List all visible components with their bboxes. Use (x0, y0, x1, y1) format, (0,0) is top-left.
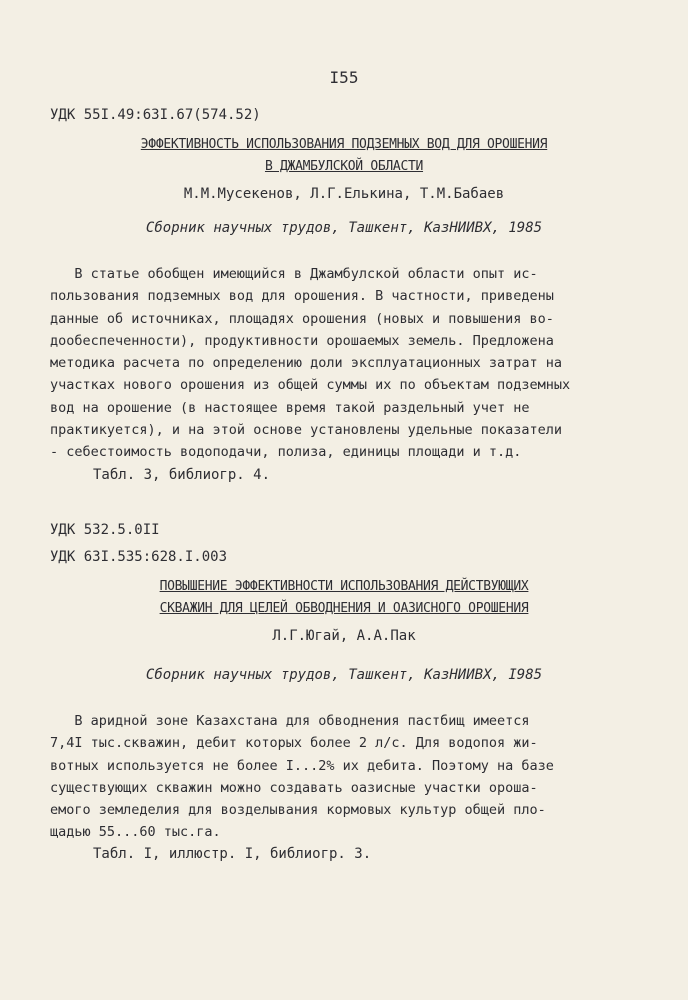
abstract-line: пользования подземных вод для орошения. В частности, приведены (50, 288, 554, 305)
page-number: I55 (329, 68, 359, 87)
abstract-line: В аридной зоне Казахстана для обводнения пастбищ имеется (50, 713, 530, 729)
abstract-line: - себестоимость водоподачи, полиза, единицы площади и т.д. (50, 444, 522, 461)
article-title (0, 576, 688, 620)
abstract-line: емого земледелия для возделывания кормовых культур общей пло- (50, 802, 546, 819)
abstract-line: существующих скважин можно создавать оазисные участки ороша- (50, 779, 538, 796)
bibliography-note: Табл. 3, библиогр. 4. (93, 467, 271, 483)
abstract-line: дообеспеченности), продуктивности орошаемых земель. Предложена (50, 332, 554, 349)
udc-code: УДК 63I.535:628.I.003 (50, 549, 228, 565)
authors: М.М.Мусекенов, Л.Г.Елькина, Т.М.Бабаев (183, 186, 505, 202)
abstract-line: щадью 55...60 тыс.га. (50, 824, 221, 841)
source-citation: Сборник научных трудов, Ташкент, КазНИИВХ, 1985 (145, 220, 543, 236)
udc-code: УДК 55I.49:63I.67(574.52) (50, 107, 261, 123)
abstract-line: 7,4I тыс.скважин, дебит которых более 2 л/с. Для водопоя жи- (50, 735, 538, 752)
abstract (50, 710, 650, 844)
abstract-line: вод на орошение (в настоящее время такой раздельный учет не (50, 399, 530, 416)
title-line: В ДЖАМБУЛСКОЙ ОБЛАСТИ (264, 159, 424, 174)
article-title (0, 134, 688, 178)
authors: Л.Г.Югай, А.А.Пак (272, 628, 416, 644)
source-citation: Сборник научных трудов, Ташкент, КазНИИВХ, I985 (145, 667, 543, 683)
title-line: ПОВЫШЕНИЕ ЭФФЕКТИВНОСТИ ИСПОЛЬЗОВАНИЯ ДЕЙСТВУЮЩИХ (159, 579, 529, 594)
abstract-line: вотных используется не более I...2% их дебита. Поэтому на базе (50, 757, 554, 774)
abstract-line: методика расчета по определению доли эксплуатационных затрат на (50, 355, 563, 372)
abstract-line: В статье обобщен имеющийся в Джамбулской области опыт ис- (50, 266, 538, 282)
title-line: ЭФФЕКТИВНОСТЬ ИСПОЛЬЗОВАНИЯ ПОДЗЕМНЫХ ВОД ДЛЯ ОРОШЕНИЯ (140, 137, 548, 152)
abstract-line: данные об источниках, площадях орошения (новых и повышения во- (50, 310, 554, 327)
abstract-line: практикуется), и на этой основе установлены удельные показатели (50, 422, 563, 439)
udc-code: УДК 532.5.0II (50, 522, 160, 538)
abstract (50, 263, 650, 464)
abstract-line: участках нового орошения из общей суммы их по объектам подземных (50, 377, 571, 394)
bibliography-note: Табл. I, иллюстр. I, библиогр. 3. (93, 846, 372, 862)
title-line: СКВАЖИН ДЛЯ ЦЕЛЕЙ ОБВОДНЕНИЯ И ОАЗИСНОГО ОРОШЕНИЯ (159, 601, 529, 616)
